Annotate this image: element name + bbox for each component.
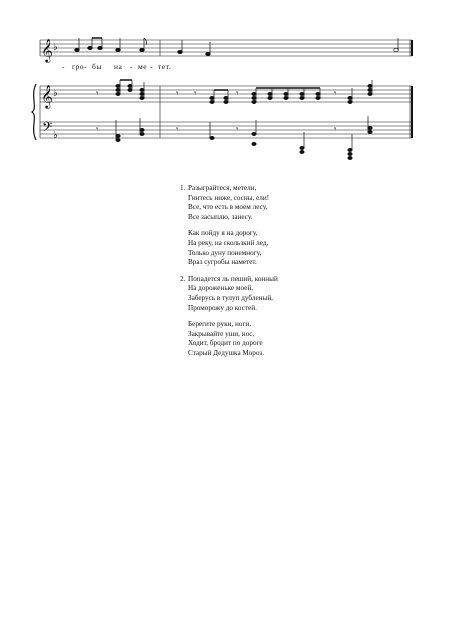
bass-clef-icon: 𝄢 (42, 119, 53, 138)
rest-icon: 𝄾 (236, 89, 239, 99)
rest-icon: 𝄾 (194, 89, 197, 99)
rest-icon: 𝄾 (96, 89, 99, 99)
poem-line: Только дуну понемногу, (188, 248, 262, 257)
poem-line: Все, что есть в моем лесу, (188, 203, 268, 212)
lyric-syllable: гро- (72, 62, 88, 71)
treble-chord (210, 90, 228, 104)
lyric-syllable: - (150, 62, 153, 71)
poem-line: Берегите руки, ноги, (188, 320, 252, 329)
stanza (188, 229, 278, 267)
poem-line: Старый Дедушка Мороз. (188, 348, 265, 357)
vocal-staff (40, 40, 412, 56)
treble-chord (116, 80, 132, 96)
poem-line: Заберусь в тулуп дубленый, (188, 293, 273, 302)
flat-icon: ♭ (53, 42, 58, 53)
lyric-syllable: ме (138, 62, 148, 71)
rest-icon: 𝄾 (96, 125, 99, 135)
stanza (180, 184, 278, 222)
poem-line: Ходит, бродит по дороге (188, 339, 263, 348)
flat-icon: ♭ (53, 130, 58, 141)
stanza-number: 1. (180, 184, 186, 192)
poem-line: Враз сугробы наметет. (188, 258, 257, 267)
stanza-number: 2. (180, 274, 186, 283)
music-score (0, 0, 452, 175)
lyric-syllable: бы (92, 62, 102, 71)
stanza (180, 274, 278, 313)
rest-icon: 𝄾 (236, 125, 239, 135)
poem-line: Гнитесь ниже, сосны, ели! (188, 193, 270, 202)
poem-line: Попадется ль пеший, конный (188, 274, 278, 283)
poem-line: Закрывайте уши, нос, (188, 329, 255, 338)
treble-chord (252, 88, 320, 104)
treble-chord (348, 80, 372, 104)
lyric-syllable: - (62, 62, 65, 71)
poem-line: На реку, на скользкий лед, (188, 238, 269, 247)
poem-line: Все засыплю, занесу. (188, 212, 253, 221)
treble-clef-icon: 𝄞 (41, 38, 53, 62)
rest-icon: 𝄾 (334, 89, 337, 99)
poem-line: Разыграйтеся, метели, (188, 184, 257, 192)
grand-staff-brace (32, 84, 36, 140)
flat-icon: ♭ (53, 88, 58, 99)
lyric-syllable: - (130, 62, 133, 71)
treble-clef-icon: 𝄞 (41, 84, 53, 108)
rest-icon: 𝄾 (176, 125, 179, 135)
poem-line: Проморожу до костей. (188, 303, 257, 312)
rest-icon: 𝄾 (176, 89, 179, 99)
poem-line: На дороженьке моей, (188, 284, 253, 293)
poem-lyrics (180, 184, 278, 366)
lyric-syllable: на (114, 62, 123, 71)
stanza (188, 320, 278, 358)
treble-chord (140, 82, 144, 100)
rest-icon: 𝄾 (334, 125, 337, 135)
lyric-syllable: тет. (158, 62, 172, 71)
poem-line: Как пойду я на дорогу, (188, 229, 258, 238)
